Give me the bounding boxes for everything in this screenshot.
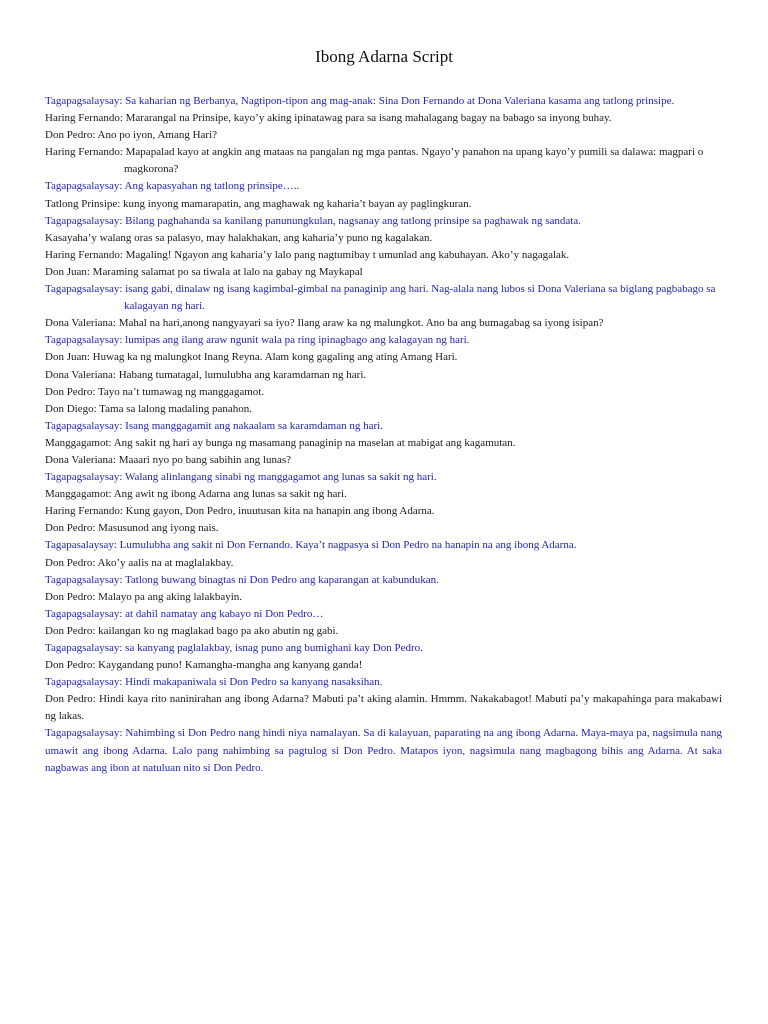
dialogue-line: Haring Fernando: Magaling! Ngayon ang kaharia’y lalo pang nagtumibay t umunlad ang kabuhayan. Ako’y nagagalak. (45, 248, 570, 261)
dialogue-line: Don Pedro: Ano po iyon, Amang Hari? (45, 129, 218, 142)
narration-line: Tagapagsalaysay: Isang manggagamit ang nakaalam sa karamdaman ng hari. (45, 419, 383, 432)
dialogue-line: Don Juan: Huwag ka ng malungkot Inang Reyna. Alam kong gagaling ang ating Amang Hari. (45, 351, 458, 364)
dialogue-line: Dona Valeriana: Maaari nyo po bang sabihin ang lunas? (45, 453, 292, 466)
dialogue-line: Don Pedro: Ako’y aalis na at maglalakbay. (45, 556, 234, 569)
dialogue-line: Manggagamot: Ang awit ng ibong Adarna ang lunas sa sakit ng hari. (45, 488, 347, 501)
dialogue-line: Haring Fernando: Mapapalad kayo at angkin ang mataas na pangalan ng mga pantas. Ngayo’y panahon na upang kayo’y pumili sa dalawa: magpari o magkorona? (45, 146, 704, 176)
dialogue-line: Don Pedro: Masusunod ang iyong nais. (45, 522, 219, 535)
narration-line: Tagapagsalaysay: Bilang paghahanda sa kanilang panunungkulan, nagsanay ang tatlong prinsipe sa paghawak ng sandata. (45, 214, 581, 227)
narration-line: Tagapagsalaysay: Ang kapasyahan ng tatlong prinsipe….. (45, 180, 300, 193)
narration-line: Tagapagsalaysay: sa kanyang paglalakbay, isnag puno ang bumighani kay Don Pedro. (45, 642, 423, 654)
narration-line: Tagapagsalaysay: Sa kaharian ng Berbanya, Nagtipon-tipon ang mag-anak: Sina Don Fernando at Dona Valeriana kasama ang tatlong prinsipe. (45, 95, 675, 107)
dialogue-line: Dona Valeriana: Mahal na hari,anong nangyayari sa iyo? Ilang araw ka ng malungkot. Ano ba ang bumagabag sa iyong isipan? (45, 317, 604, 330)
dialogue-line: Haring Fernando: Mararangal na Prinsipe, kayo’y aking ipinatawag para sa isang mahalagang bagay na babago sa inyong buhay. (45, 112, 612, 125)
dialogue-line: Manggagamot: Ang sakit ng hari ay bunga ng masamang panaginip na maselan at mabigat ang kagamutan. (45, 436, 516, 449)
dialogue-line: Kasayaha’y walang oras sa palasyo, may halakhakan, ang kaharia’y puno ng kagalakan. (45, 231, 433, 244)
narration-line: Tagapasalaysay: Lumulubha ang sakit ni Don Fernando. Kaya’t nagpasya si Don Pedro na hanapin na ang ibong Adarna. (45, 539, 577, 552)
dialogue-line: Don Pedro: kailangan ko ng maglakad bago pa ako abutin ng gabi. (45, 624, 339, 637)
dialogue-line: Don Pedro: Kaygandang puno! Kamangha-mangha ang kanyang ganda! (45, 659, 363, 672)
document-title: Ibong Adarna Script (315, 47, 453, 66)
dialogue-line: Don Pedro: Tayo na’t tumawag ng manggagamot. (45, 385, 265, 398)
narration-line: Tagapagsalaysay: Nahimbing si Don Pedro nang hindi niya namalayan. Sa di kalayuan, paparating na ang ibong Adarna. Maya-maya pa, nagsimula nang umawit ang ibong Adarna. Lalo pang nahimbing sa pagtulog si Don Pedro. Matapos iyon, nagsimula nang magbagong bihis ang Adarna. At saka nagbawas ang ibon at natuluan nito si Don Pedro. (45, 727, 722, 774)
dialogue-line: Don Diego: Tama sa lalong madaling panahon. (45, 402, 253, 415)
dialogue-line: Don Pedro: Hindi kaya rito naninirahan ang ibong Adarna? Mabuti pa’t aking alamin. Hmmm. Nakakabagot! Mabuti pa’y makapahinga para makabawi ng lakas. (45, 693, 722, 723)
dialogue-line: Haring Fernando: Kung gayon, Don Pedro, inuutusan kita na hanapin ang ibong Adarna. (45, 505, 435, 518)
narration-line: Tagapagsalaysay: Hindi makapaniwala si Don Pedro sa kanyang nasaksihan. (45, 676, 383, 689)
narration-line: Tagapagsalaysay: Tatlong buwang binagtas ni Don Pedro ang kaparangan at kabundukan. (45, 573, 439, 586)
script-body (45, 93, 722, 777)
narration-line: Tagapagsalaysay: at dahil namatay ang kabayo ni Don Pedro… (45, 607, 324, 620)
dialogue-line: Don Pedro: Malayo pa ang aking lalakbayin. (45, 590, 243, 603)
dialogue-line: Tatlong Prinsipe: kung inyong mamarapatin, ang maghawak ng kaharia’t bayan ay paglingkuran. (45, 197, 472, 210)
narration-line: Tagapagsalaysay: isang gabi, dinalaw ng isang kagimbal-gimbal na panaginip ang hari. Nag-alala nang lubos si Dona Valeriana sa biglang pagbabago sa kalagayan ng hari. (45, 283, 716, 313)
narration-line: Tagapagsalaysay: lumipas ang ilang araw ngunit wala pa ring ipinagbago ang kalagayan ng hari. (45, 334, 470, 347)
dialogue-line: Don Juan: Maraming salamat po sa tiwala at lalo na gabay ng Maykapal (45, 265, 363, 278)
narration-line: Tagapagsalaysay: Walang alinlangang sinabi ng manggagamot ang lunas sa sakit ng hari. (45, 471, 437, 484)
dialogue-line: Dona Valeriana: Habang tumatagal, lumulubha ang karamdaman ng hari. (45, 368, 367, 381)
